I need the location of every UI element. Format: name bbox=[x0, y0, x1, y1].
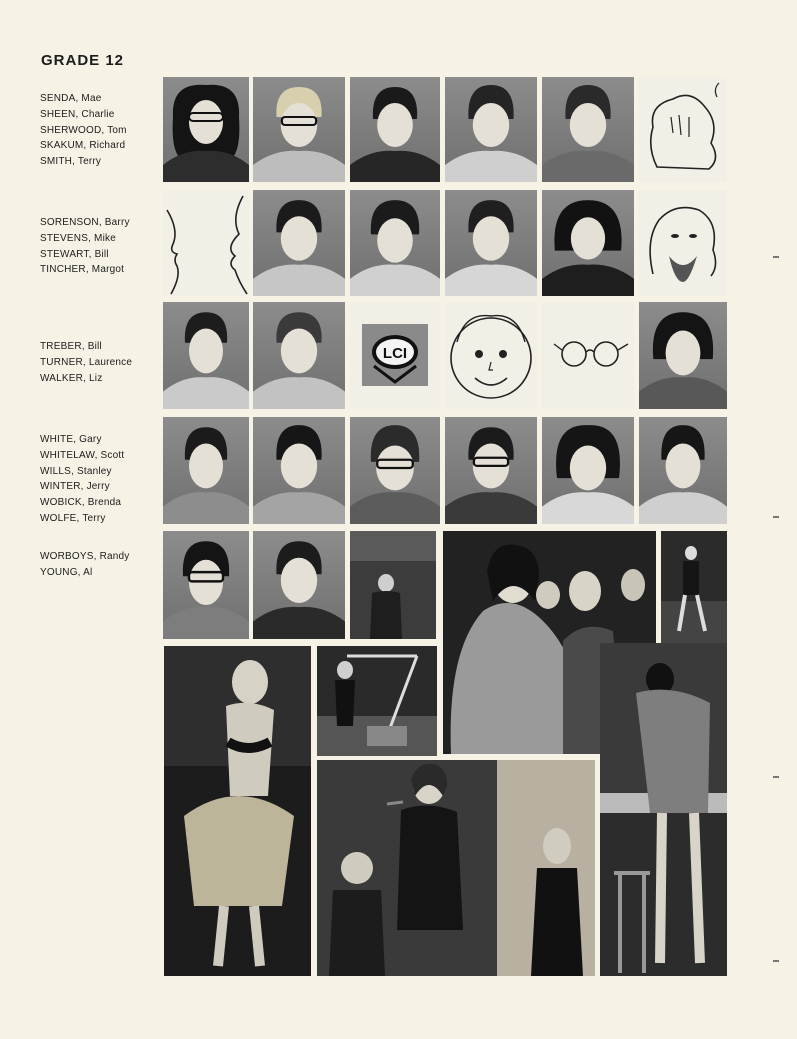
student-name: WILLS, Stanley bbox=[40, 465, 112, 477]
student-portrait bbox=[542, 417, 634, 524]
student-name: SHERWOOD, Tom bbox=[40, 124, 127, 136]
student-portrait bbox=[163, 531, 249, 639]
student-name: WOBICK, Brenda bbox=[40, 497, 122, 509]
page-title: GRADE 12 bbox=[41, 52, 125, 69]
binder-hole-mark bbox=[773, 256, 779, 258]
name-list-row-2 bbox=[40, 215, 130, 278]
smiling-face-sketch-drawing bbox=[445, 302, 537, 409]
student-portrait bbox=[163, 302, 249, 409]
student-name: STEWART, Bill bbox=[40, 248, 109, 260]
student-name: SMITH, Terry bbox=[40, 156, 102, 168]
binder-hole-mark bbox=[773, 516, 779, 518]
student-portrait bbox=[253, 77, 345, 182]
student-portrait bbox=[253, 190, 345, 296]
student-name: WHITE, Gary bbox=[40, 434, 102, 445]
hair-sketch-drawing bbox=[639, 77, 727, 182]
student-name: TINCHER, Margot bbox=[40, 264, 125, 276]
student-portrait bbox=[253, 417, 345, 524]
candid-photo-hula-costume bbox=[164, 646, 311, 976]
student-name: SORENSON, Barry bbox=[40, 217, 130, 228]
student-portrait bbox=[542, 77, 634, 182]
glasses-sketch-drawing bbox=[542, 302, 634, 409]
student-portrait bbox=[445, 417, 537, 524]
faces-sketch-drawing bbox=[163, 190, 249, 296]
student-portrait bbox=[163, 417, 249, 524]
student-portrait bbox=[163, 77, 249, 182]
student-portrait bbox=[445, 77, 537, 182]
candid-photo-mower-pusher bbox=[317, 646, 437, 756]
student-name: STEVENS, Mike bbox=[40, 232, 116, 244]
student-portrait bbox=[639, 417, 727, 524]
student-name: WALKER, Liz bbox=[40, 372, 103, 384]
candid-photo-lab-costume bbox=[600, 643, 727, 976]
student-name: SENDA, Mae bbox=[40, 93, 102, 104]
name-list-row-3 bbox=[40, 339, 132, 386]
name-list-row-5 bbox=[40, 549, 130, 581]
student-name: SHEEN, Charlie bbox=[40, 108, 115, 120]
student-portrait bbox=[350, 77, 440, 182]
name-list-row-1 bbox=[40, 91, 127, 170]
student-portrait bbox=[639, 302, 727, 409]
student-name: TREBER, Bill bbox=[40, 341, 102, 352]
candid-photo-lawnmower bbox=[350, 531, 436, 639]
binder-hole-mark bbox=[773, 960, 779, 962]
binder-hole-mark bbox=[773, 776, 779, 778]
candid-photo-band-performance bbox=[317, 760, 595, 976]
name-list-row-4 bbox=[40, 432, 124, 527]
student-name: WOLFE, Terry bbox=[40, 512, 106, 524]
student-name: TURNER, Laurence bbox=[40, 356, 133, 368]
student-portrait bbox=[350, 190, 440, 296]
candid-photo-basketball bbox=[661, 531, 727, 643]
student-portrait bbox=[253, 302, 345, 409]
student-name: WORBOYS, Randy bbox=[40, 551, 130, 562]
student-portrait bbox=[445, 190, 537, 296]
school-emblem-area bbox=[350, 302, 440, 409]
student-portrait bbox=[253, 531, 345, 639]
school-emblem-text: LCI bbox=[382, 345, 408, 362]
student-name: WHITELAW, Scott bbox=[40, 449, 125, 461]
student-name: YOUNG, Al bbox=[40, 566, 93, 578]
student-portrait bbox=[350, 417, 440, 524]
student-name: SKAKUM, Richard bbox=[40, 140, 126, 152]
student-portrait bbox=[542, 190, 634, 296]
student-name: WINTER, Jerry bbox=[40, 481, 110, 493]
bearded-face-sketch-drawing bbox=[639, 190, 727, 296]
